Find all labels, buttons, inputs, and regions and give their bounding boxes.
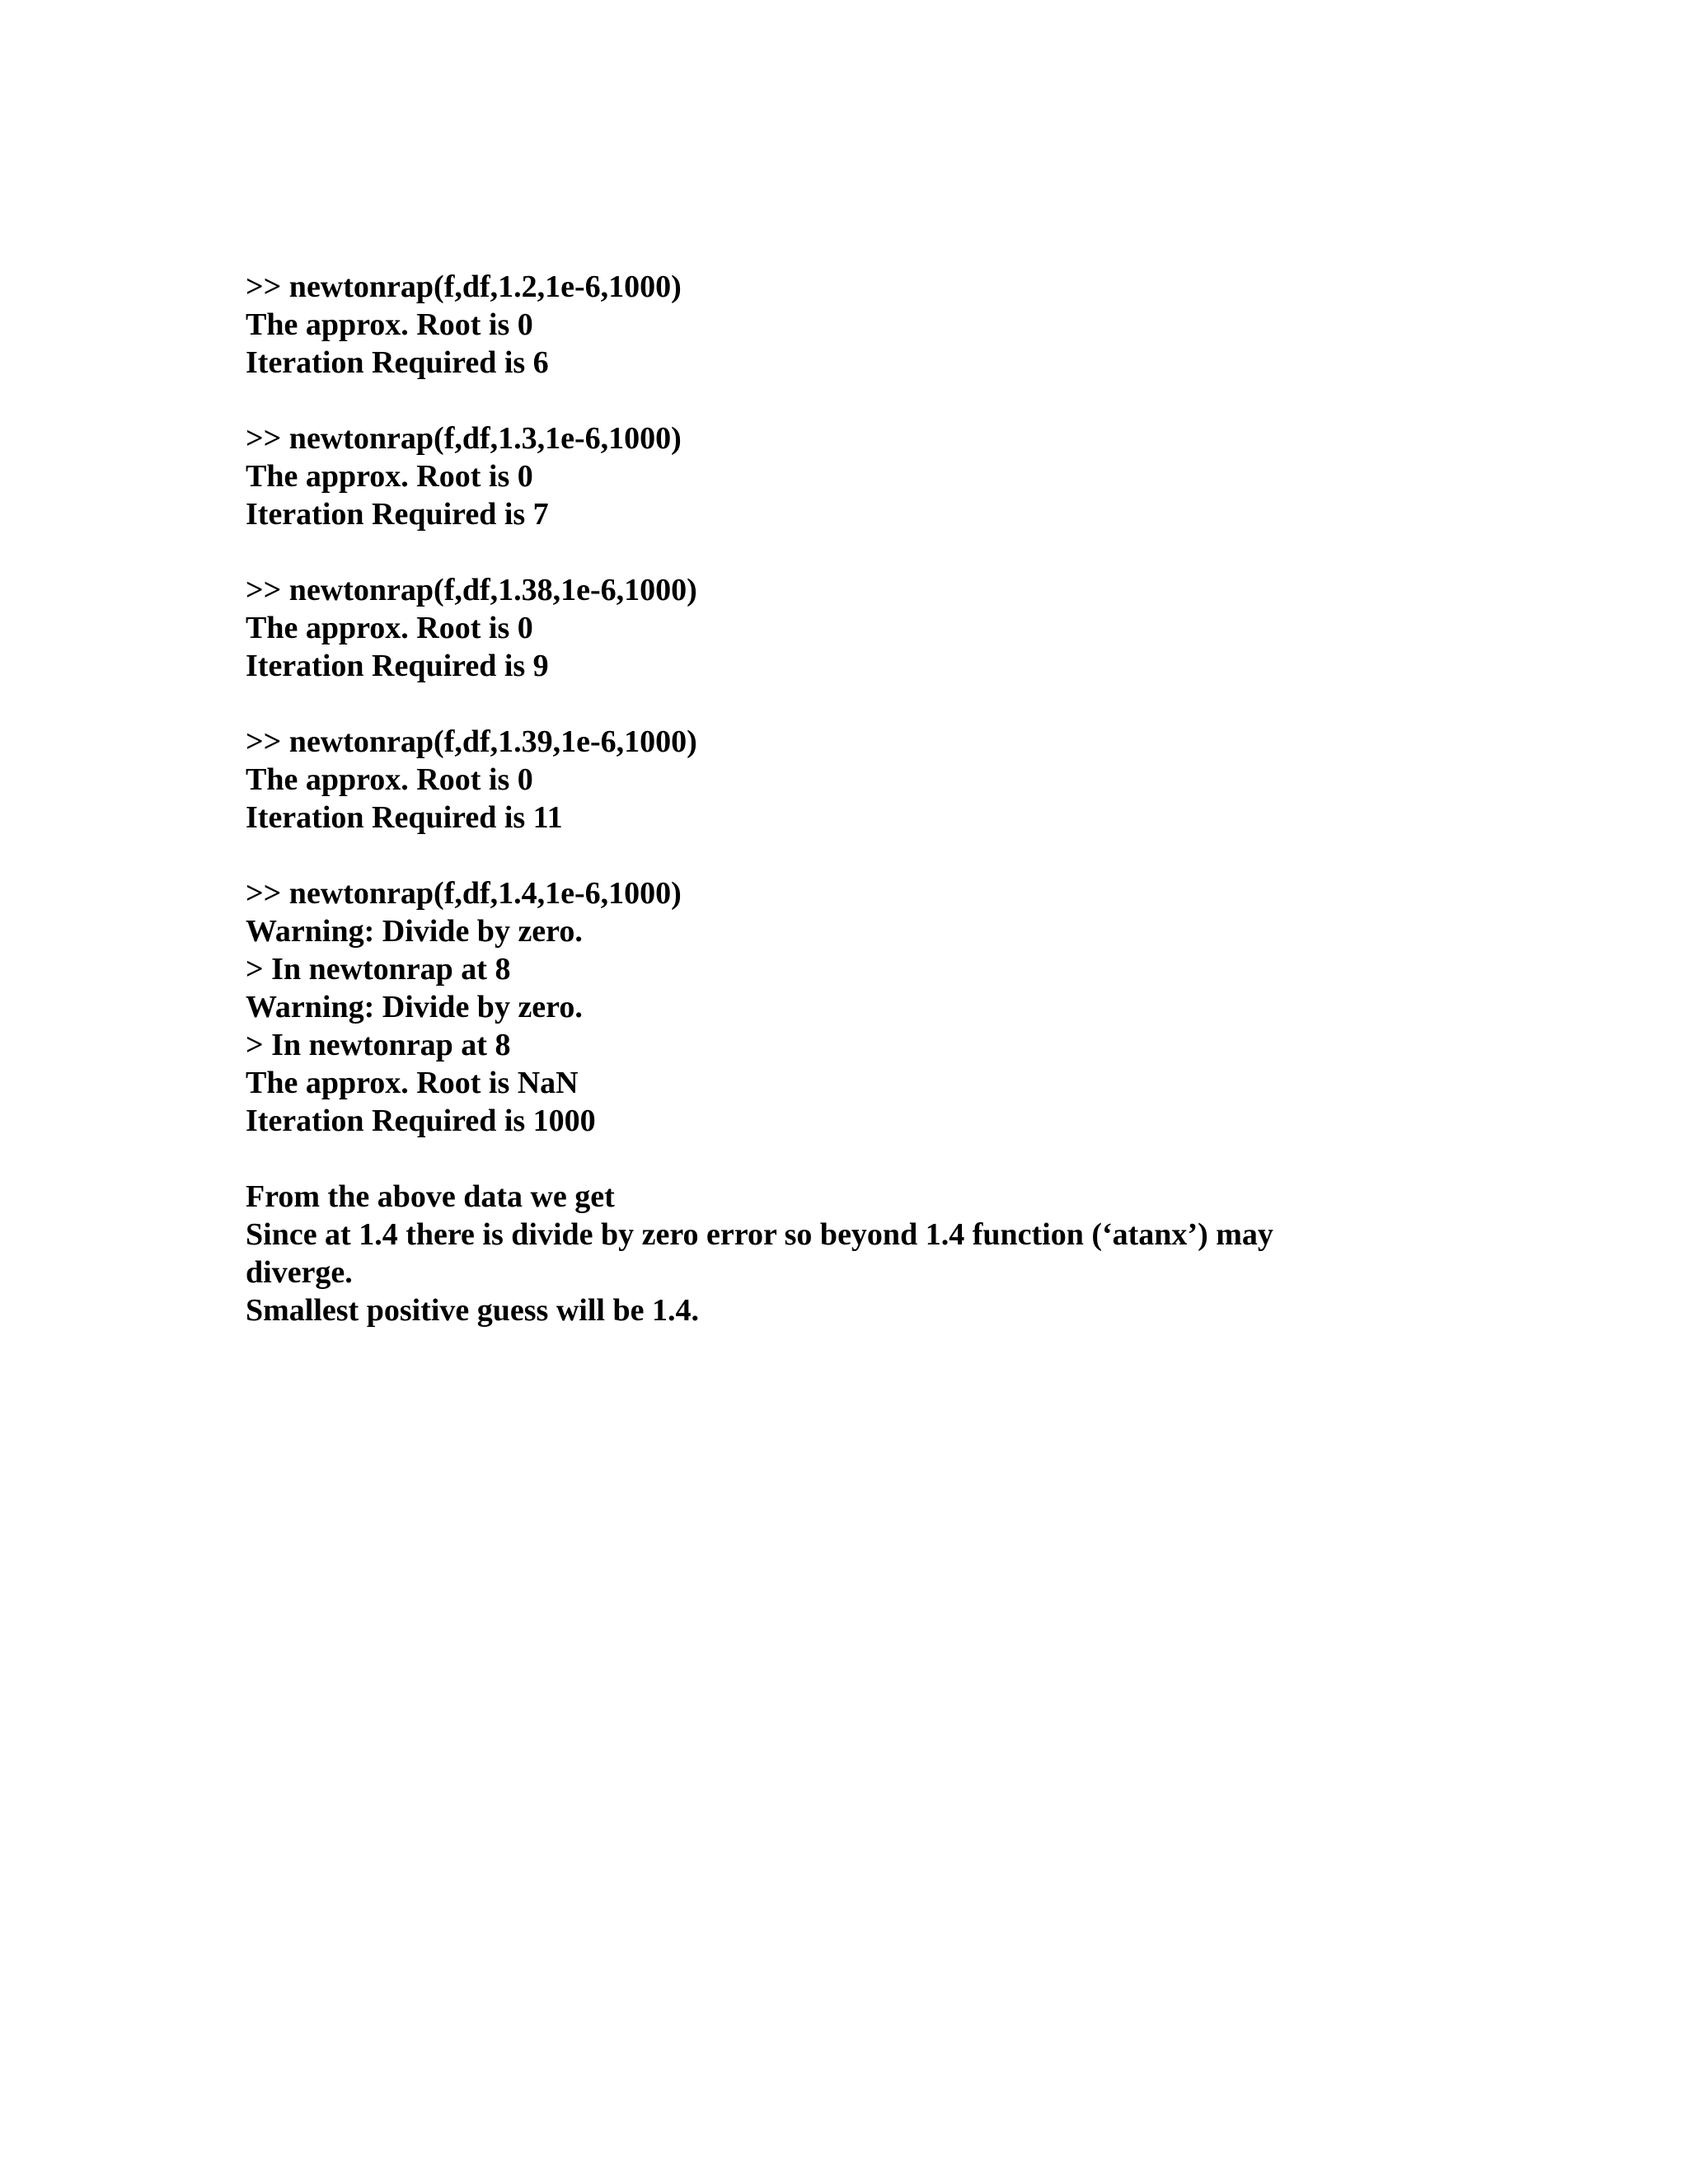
iteration-result-line: Iteration Required is 6 [246,345,549,380]
output-block-1 [246,268,1482,382]
root-result-line: The approx. Root is 0 [246,307,533,342]
output-block-2 [246,419,1482,533]
warning-location-line: > In newtonrap at 8 [246,1028,511,1062]
root-result-line: The approx. Root is 0 [246,762,533,797]
output-block-5 [246,874,1482,1140]
root-result-line: The approx. Root is 0 [246,611,533,645]
root-result-line: The approx. Root is NaN [246,1066,579,1100]
iteration-result-line: Iteration Required is 11 [246,800,563,835]
document-content [246,268,1482,1367]
warning-line: Warning: Divide by zero. [246,990,583,1024]
conclusion-answer: Smallest positive guess will be 1.4. [246,1293,699,1328]
command-line: >> newtonrap(f,df,1.3,1e-6,1000) [246,421,682,456]
command-line: >> newtonrap(f,df,1.4,1e-6,1000) [246,876,682,911]
iteration-result-line: Iteration Required is 9 [246,649,549,683]
conclusion-reasoning-continued: diverge. [246,1255,353,1290]
iteration-result-line: Iteration Required is 7 [246,497,549,532]
command-line: >> newtonrap(f,df,1.2,1e-6,1000) [246,269,682,304]
warning-line: Warning: Divide by zero. [246,914,583,949]
conclusion-intro: From the above data we get [246,1179,615,1214]
warning-location-line: > In newtonrap at 8 [246,952,511,987]
command-line: >> newtonrap(f,df,1.38,1e-6,1000) [246,573,697,607]
conclusion-reasoning: Since at 1.4 there is divide by zero error so beyond 1.4 function (‘atanx’) may [246,1217,1273,1252]
root-result-line: The approx. Root is 0 [246,459,533,494]
output-block-3 [246,571,1482,685]
conclusion-block [246,1178,1482,1329]
iteration-result-line: Iteration Required is 1000 [246,1104,596,1138]
command-line: >> newtonrap(f,df,1.39,1e-6,1000) [246,724,697,759]
output-block-4 [246,723,1482,837]
